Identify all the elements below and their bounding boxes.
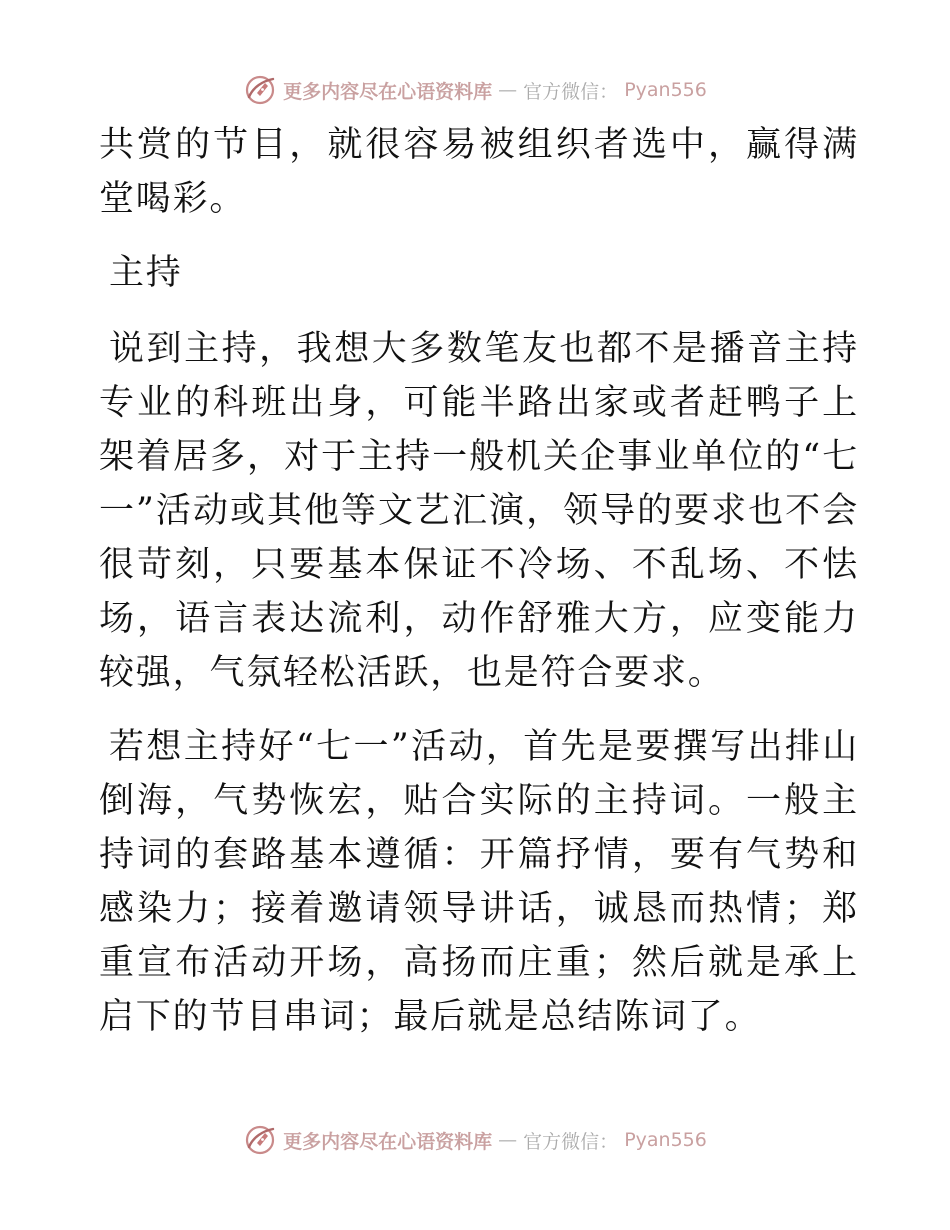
paragraph-2: 说到主持，我想大多数笔友也都不是播音主持专业的科班出身，可能半路出家或者赶鸭子上架着居多，对于主持一般机关企事业单位的“七一”活动或其他等文艺汇演，领导的要求也不会很苛刻，只要基本保证不冷场、不乱场、不怯场，语言表达流利，动作舒雅大方，应变能力较强，气氛轻松活跃，也是符合要求。	[99, 329, 859, 693]
paragraph-3: 若想主持好“七一”活动，首先是要撰写出排山倒海，气势恢宏，贴合实际的主持词。一般主持词的套路基本遵循：开篇抒情，要有气势和感染力；接着邀请领导讲话，诚恳而热情；郑重宣布活动开场，高扬而庄重；然后就是承上启下的节目串词；最后就是总结陈词了。	[99, 727, 859, 1037]
header-watermark	[0, 70, 950, 110]
watermark-account: Pyan556	[624, 79, 707, 101]
section-heading: 主持	[109, 253, 183, 293]
paragraph-1: 共赏的节目，就很容易被组织者选中，赢得满堂喝彩。	[99, 125, 859, 219]
pen-nib-swirl-icon	[243, 1123, 277, 1157]
watermark-brand: 更多内容尽在心语资料库	[283, 80, 493, 103]
watermark-separator: —	[498, 1129, 518, 1151]
watermark-separator: —	[498, 79, 518, 101]
pen-nib-swirl-icon	[243, 73, 277, 107]
watermark-brand: 更多内容尽在心语资料库	[283, 1130, 493, 1153]
watermark-label: 官方微信：	[523, 1130, 619, 1153]
document-body	[99, 118, 859, 1064]
watermark-label: 官方微信：	[523, 80, 619, 103]
footer-watermark	[0, 1120, 950, 1160]
watermark-account: Pyan556	[624, 1129, 707, 1151]
